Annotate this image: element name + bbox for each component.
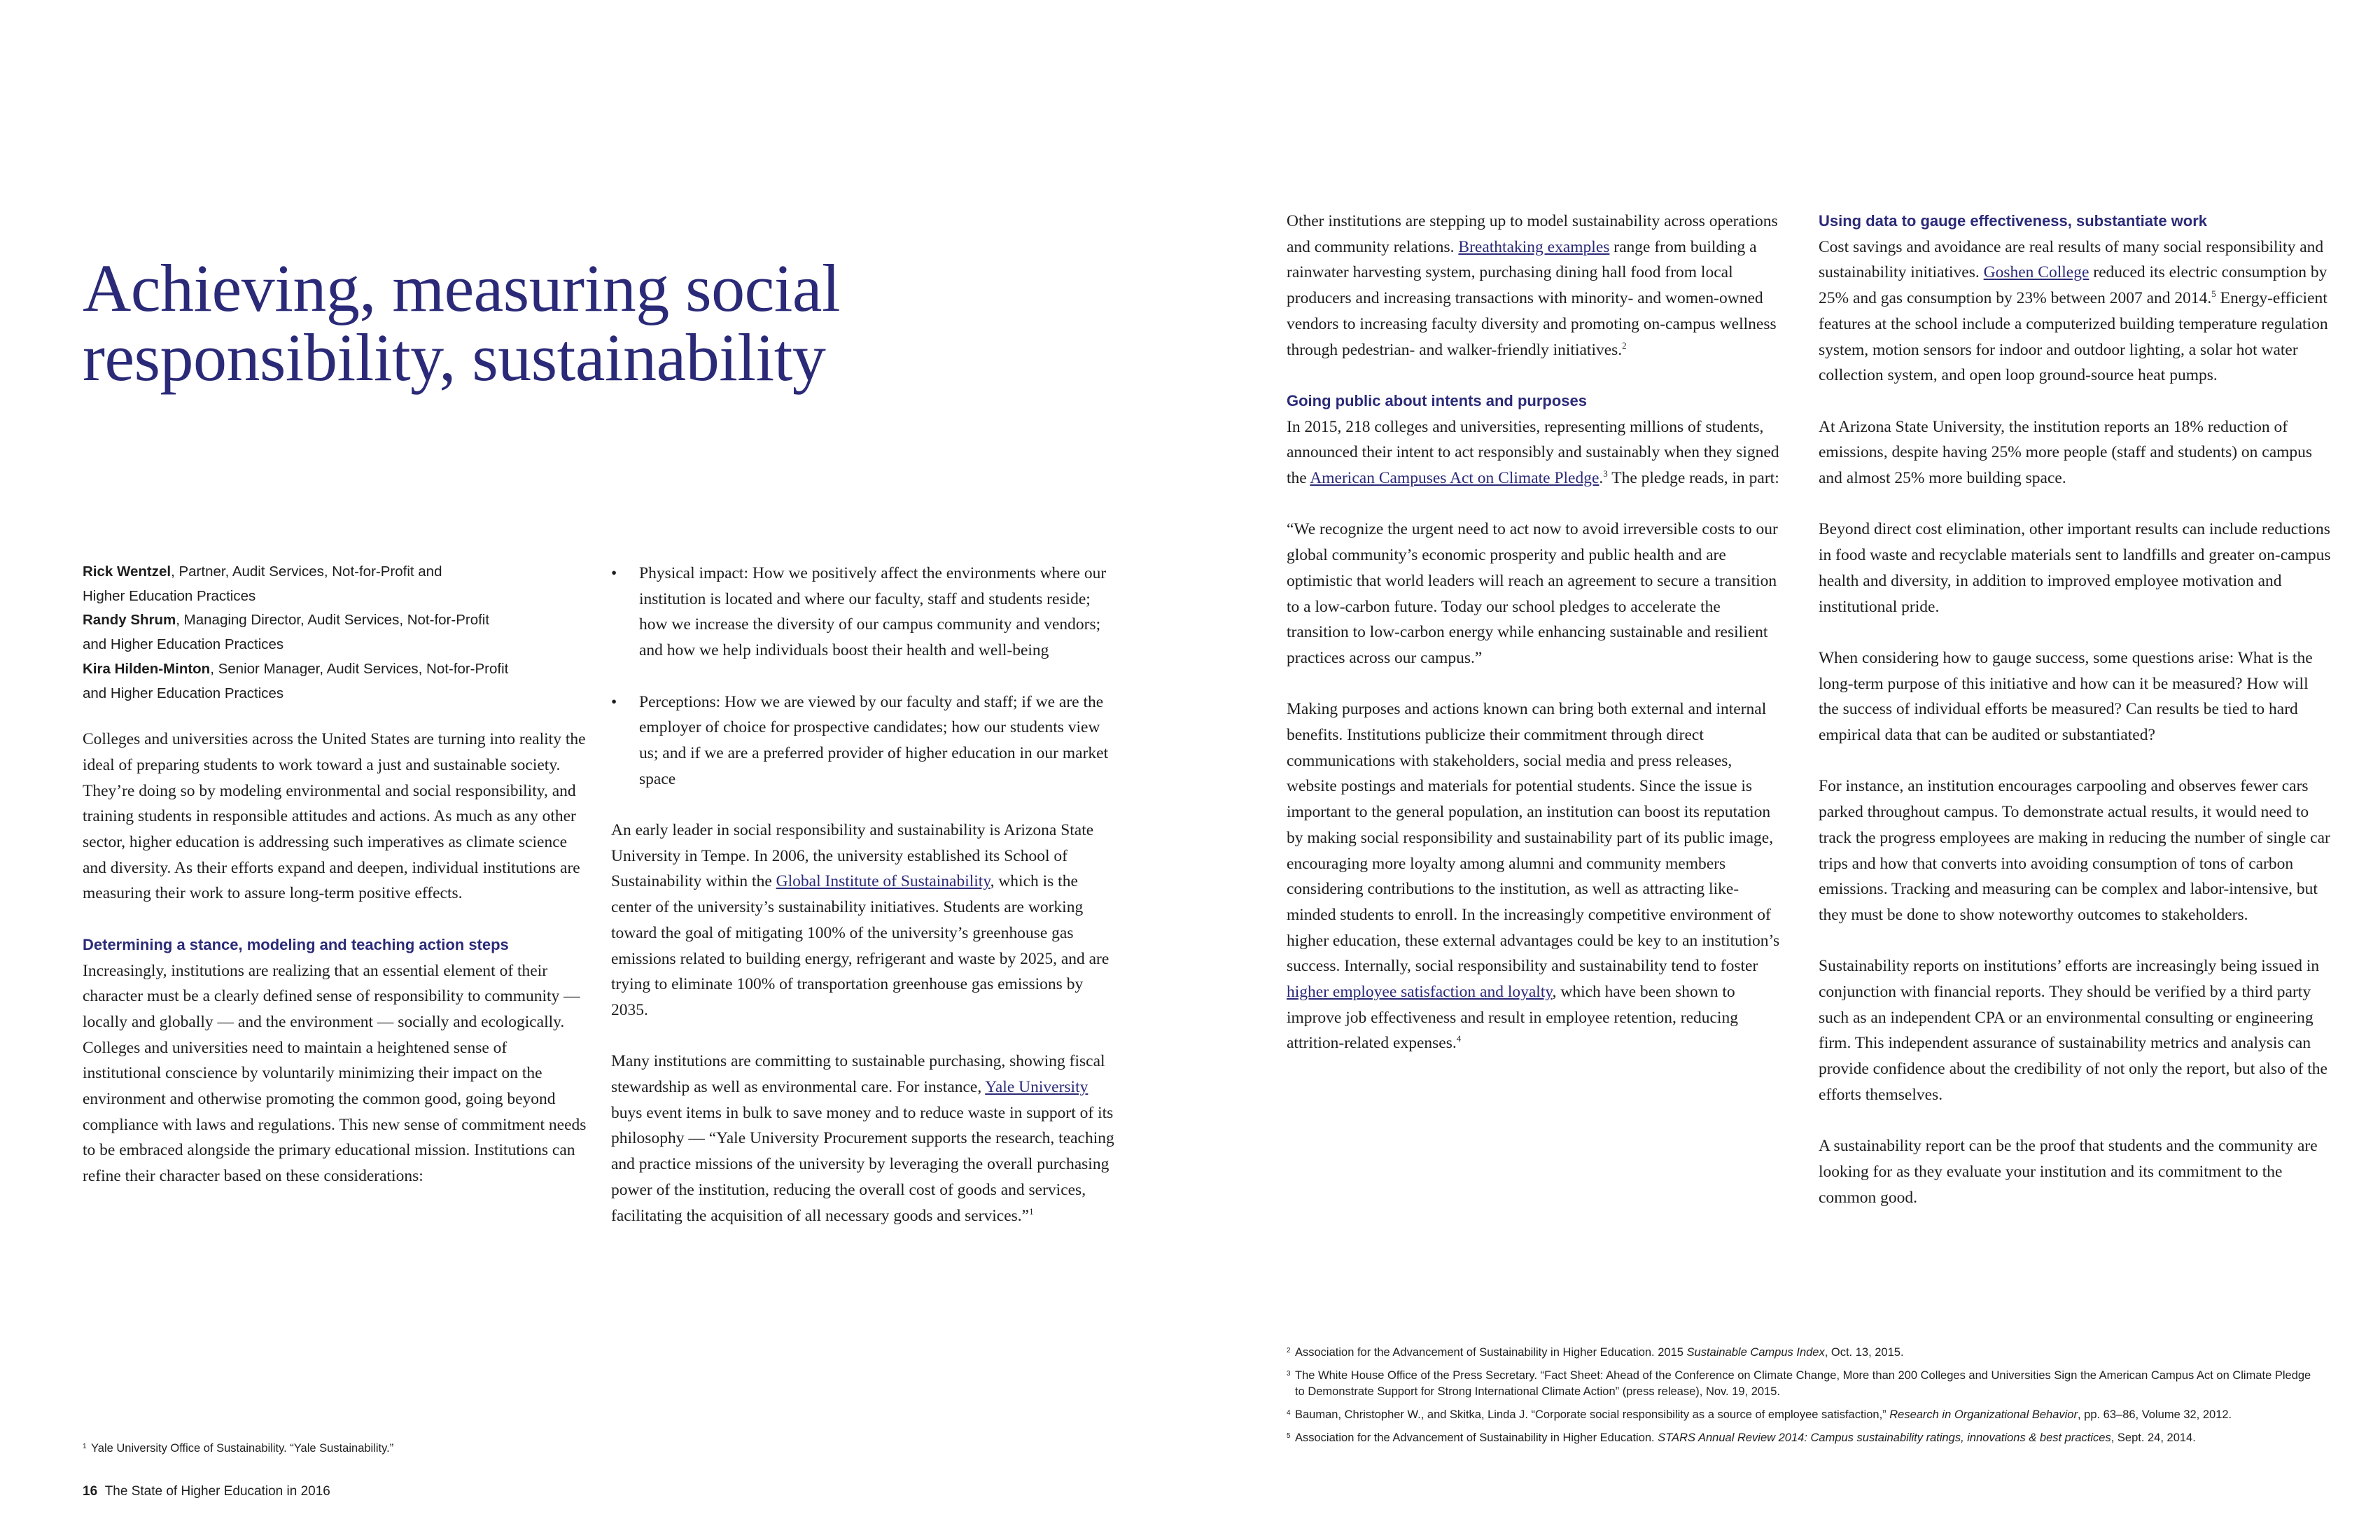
list-item-term: Physical impact xyxy=(639,564,744,582)
footnote-title: Sustainable Campus Index xyxy=(1686,1346,1825,1359)
footnote-text: , Sept. 24, 2014. xyxy=(2110,1432,2196,1444)
list-item xyxy=(611,690,1122,792)
footnote-number: 5 xyxy=(1287,1432,1291,1440)
footnote-ref: 3 xyxy=(1603,468,1608,479)
column-3 xyxy=(1287,209,1784,1056)
publication-title: The State of Higher Education in 2016 xyxy=(104,1484,330,1499)
author-role: and Higher Education Practices xyxy=(83,636,284,653)
text-span: reduced its electric consumption by 25% and gas consumption by 23% between 2007 and 2014. xyxy=(1819,263,2328,308)
asu-emissions-paragraph: At Arizona State University, the institution reports an 18% reduction of emissions, despite having 25% more people (staff and students) on campus and almost 25% more building space. xyxy=(1819,417,2313,488)
author-2 xyxy=(83,608,587,657)
link-yale-university[interactable]: Yale University xyxy=(985,1078,1088,1097)
footnote-text: The White House Office of the Press Secretary. “Fact Sheet: Ahead of the Conference on Climate Change, More than 200 Colleges and Universities Sign the American Campus Act on Climate Pledge to Demonstrate Support for Strong International Climate Action” (press release), Nov. 19, 2015. xyxy=(1295,1369,2311,1398)
footnote-title: Research in Organizational Behavior xyxy=(1889,1408,2078,1421)
reports-paragraph: Sustainability reports on institutions’ efforts are increasingly being issued in conjunction with financial reports. They should be verified by a third party such as an independent CPA or an environmental consulting or engineering firm. This independent assurance of sustainability metrics and analysis can provide confidence about the credibility of not only the report, but also of the efforts themselves. xyxy=(1819,957,2328,1104)
text-span: Many institutions are committing to sustainable purchasing, showing fiscal stewardship as well as environmental care. For instance, xyxy=(611,1052,1105,1097)
section-heading-going-public: Going public about intents and purposes xyxy=(1287,391,1587,410)
intro-paragraph: Colleges and universities across the United States are turning into reality the ideal of preparing students to work toward a just and sustainable society. They’re doing so by modeling environmental and social responsibility, and training students in responsible attitudes and actions. As much as any other sector, higher education is addressing such imperatives as climate science and diversity. As their efforts expand and deepen, individual institutions are measuring their work to assure long-term positive effects. xyxy=(83,730,586,903)
author-3 xyxy=(83,657,587,706)
bullet-icon: • xyxy=(611,692,617,711)
author-role: and Higher Education Practices xyxy=(83,685,284,701)
author-name: Randy Shrum xyxy=(83,612,176,629)
text-span: Making purposes and actions known can bring both external and internal benefits. Institutions publicize their commitment through direct communications with stakeholders, social media and press releases, website postings and materials for potential students. Since the issue is important to the general population, an institution can boost its reputation by making social responsibility and sustainability part of its public image, encouraging more loyalty among alumni and community members considering contributions to the institution, as well as attracting like-minded students to enroll. In the increasingly competitive environment of higher education, these external advantages could be key to an institution’s success. Internally, social responsibility and sustainability tend to foster xyxy=(1287,700,1780,976)
conclusion-paragraph: A sustainability report can be the proof that students and the community are looking for as they evaluate your institution and its commitment to the common good. xyxy=(1819,1137,2318,1207)
footnote-title: STARS Annual Review 2014: Campus sustainability ratings, innovations & best practices xyxy=(1658,1432,2111,1444)
footnote-text: Bauman, Christopher W., and Skitka, Linda J. “Corporate social responsibility as a source of employee satisfaction,” xyxy=(1295,1408,1890,1421)
questions-paragraph: When considering how to gauge success, some questions arise: What is the long-term purpose of this initiative and how can it be measured? How will the success of individual efforts be measured? Can results be tied to hard empirical data that can be audited or substantiated? xyxy=(1819,648,2313,745)
text-span: , which have been shown to improve job effectiveness and result in employee retention, reducing attrition-related expenses. xyxy=(1287,983,1738,1053)
text-span: Other institutions are stepping up to model sustainability across operations and community relations. xyxy=(1287,212,1778,256)
author-name: Rick Wentzel xyxy=(83,564,172,580)
link-goshen-college[interactable]: Goshen College xyxy=(1983,263,2090,282)
page-number: 16 xyxy=(83,1484,98,1499)
list-item-term: Perceptions xyxy=(639,692,716,711)
footnote-ref: 2 xyxy=(1622,340,1627,351)
footnote-number: 2 xyxy=(1287,1347,1291,1354)
link-breathtaking-examples[interactable]: Breathtaking examples xyxy=(1458,237,1610,256)
stance-paragraph: Increasingly, institutions are realizing that an essential element of their character must be a clearly defined sense of responsibility to community — locally and globally — and the environment — socially and ecologically. Colleges and universities need to maintain a heightened sense of institutional conscience by voluntarily minimizing their impact on the environment and otherwise promoting the common good, going beyond compliance with laws and regulations. This new sense of commitment needs to be embraced alongside the primary educational mission. Institutions can refine their character based on these considerations: xyxy=(83,961,587,1186)
footnote-text: , pp. 63–86, Volume 32, 2012. xyxy=(2077,1408,2232,1421)
page-footer xyxy=(83,1484,330,1499)
purchasing-paragraph xyxy=(611,1049,1122,1228)
column-2 xyxy=(611,561,1122,1228)
carpooling-paragraph: For instance, an institution encourages carpooling and observes fewer cars parked throughout campus. To demonstrate actual results, it would need to track the progress employees are making in reducing the number of single car trips and how that converts into avoiding consumption of tons of carbon emissions. Tracking and measuring can be complex and labor-intensive, but they must be done to show noteworthy outcomes to stakeholders. xyxy=(1819,777,2330,924)
section-heading-stance: Determining a stance, modeling and teaching action steps xyxy=(83,935,509,953)
footnote-item xyxy=(1287,1368,2323,1400)
footnote-text: Association for the Advancement of Sustainability in Higher Education. 2015 xyxy=(1295,1346,1687,1359)
author-1 xyxy=(83,560,587,608)
footnote-1 xyxy=(83,1441,587,1464)
author-role: Higher Education Practices xyxy=(83,587,256,604)
considerations-list xyxy=(611,561,1122,792)
footnote-text: Association for the Advancement of Sustainability in Higher Education. xyxy=(1295,1432,1658,1444)
author-role: , Senior Manager, Audit Services, Not-for-Profit xyxy=(210,660,509,677)
page-title xyxy=(83,251,923,395)
footnote-text: Yale University Office of Sustainability. “Yale Sustainability.” xyxy=(91,1442,394,1455)
goshen-paragraph xyxy=(1819,234,2331,388)
column-4 xyxy=(1819,209,2331,1210)
column-1 xyxy=(83,560,587,1189)
asu-paragraph xyxy=(611,818,1122,1023)
footnote-number: 4 xyxy=(1287,1409,1291,1417)
author-name: Kira Hilden-Minton xyxy=(83,660,211,677)
footnotes-right xyxy=(1287,1345,2323,1453)
author-role: , Managing Director, Audit Services, Not-for-Profit xyxy=(176,612,490,629)
text-span: An early leader in social responsibility and sustainability is Arizona State University in Tempe. In 2006, the university established its School of Sustainability within the xyxy=(611,821,1094,891)
link-global-institute[interactable]: Global Institute of Sustainability xyxy=(776,872,990,891)
results-paragraph: Beyond direct cost elimination, other important results can include reductions in food waste and recyclable materials sent to landfills and greater on-campus health and diversity, in addition to improved employee motivation and institutional pride. xyxy=(1819,520,2331,616)
footnote-text: , Oct. 13, 2015. xyxy=(1824,1346,1904,1359)
text-span: range from building a rainwater harvesting system, purchasing dining hall food from local producers and increasing transactions with minority- and women-owned vendors to increasing faculty diversity and promoting on-campus wellness through pedestrian- and walker-friendly initiatives. xyxy=(1287,237,1777,359)
list-item-text: : How we positively affect the environments where our institution is located and where our faculty, staff and students reside; how we increase the diversity of our campus community and vendors; and how we help individuals boost their health and well-being xyxy=(639,564,1107,660)
footnote-ref: 1 xyxy=(1029,1205,1034,1217)
examples-paragraph xyxy=(1287,209,1784,363)
text-span: Cost savings and avoidance are real results of many social responsibility and sustainability initiatives. xyxy=(1819,237,2324,282)
footnote-item xyxy=(1287,1430,2323,1446)
bullet-icon: • xyxy=(611,564,617,582)
list-item xyxy=(611,561,1122,664)
link-climate-pledge[interactable]: American Campuses Act on Climate Pledge xyxy=(1310,469,1600,488)
text-span: . xyxy=(1599,469,1604,488)
footnote-number: 3 xyxy=(1287,1370,1291,1378)
author-list xyxy=(83,560,587,706)
text-span: The pledge reads, in part: xyxy=(1607,469,1779,488)
link-employee-satisfaction[interactable]: higher employee satisfaction and loyalty xyxy=(1287,983,1553,1002)
text-span: buys event items in bulk to save money and to reduce waste in support of its philosophy — “Yale University Procurement supports the research, teaching and practice missions of the university by leveraging the overall purchasing power of the institution, reducing the overall cost of goods and services, facilitating the acquisition of all necessary goods and services.” xyxy=(611,1103,1114,1225)
footnote-ref: 5 xyxy=(2211,288,2216,300)
pledge-paragraph xyxy=(1287,414,1784,491)
title-line-2: responsibility, sustainability xyxy=(83,320,826,395)
section-heading-using-data: Using data to gauge effectiveness, substantiate work xyxy=(1819,212,2208,230)
text-span: Energy-efficient features at the school include a computerized building temperature regulation system, motion sensors for indoor and outdoor lighting, a solar hot water collection system, and open loop ground-source heat pumps. xyxy=(1819,289,2328,385)
list-item-text: : How we are viewed by our faculty and staff; if we are the employer of choice for prospective candidates; how our students view us; and if we are a preferred provider of higher education in our market space xyxy=(639,692,1109,788)
title-line-1: Achieving, measuring social xyxy=(83,251,841,326)
footnote-ref: 4 xyxy=(1456,1033,1462,1044)
footnote-item xyxy=(1287,1345,2323,1361)
footnote-number: 1 xyxy=(83,1443,87,1450)
author-role: , Partner, Audit Services, Not-for-Profit and xyxy=(171,564,442,580)
footnote-item xyxy=(1287,1407,2323,1423)
pledge-quote: “We recognize the urgent need to act now to avoid irreversible costs to our global community’s economic prosperity and public health and are optimistic that world leaders will reach an agreement to secure a transition to a low-carbon future. Today our school pledges to accelerate the transition to low-carbon energy while enhancing sustainable and resilient practices across our campus.” xyxy=(1287,520,1778,667)
benefits-paragraph xyxy=(1287,696,1784,1056)
text-span: In 2015, 218 colleges and universities, representing millions of students, announced their intent to act responsibly and sustainably when they signed the xyxy=(1287,417,1779,488)
text-span: , which is the center of the university’s sustainability initiatives. Students are working toward the goal of mitigating 100% of the university’s greenhouse gas emissions related to building energy, refrigerant and waste by 2025, and are trying to eliminate 100% of transportation greenhouse gas emissions by 2035. xyxy=(611,872,1110,1019)
